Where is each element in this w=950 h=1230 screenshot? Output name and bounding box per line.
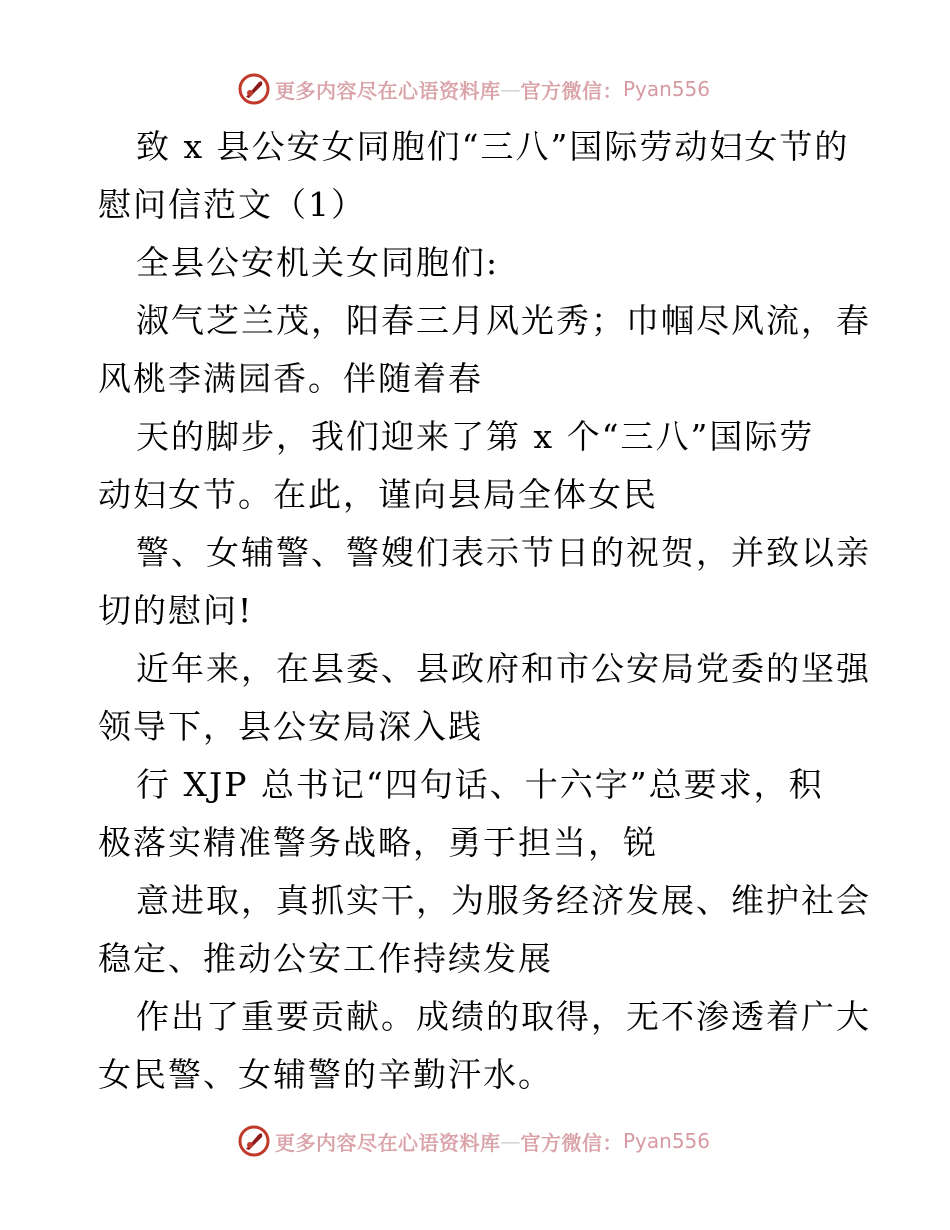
footer-watermark	[237, 1124, 710, 1158]
text-line: 切的慰问!	[98, 591, 254, 630]
watermark-account: Pyan556	[623, 1129, 711, 1153]
feather-logo-icon	[237, 72, 271, 106]
text-line: 近年来，在县委、县政府和市公安局党委的坚强	[136, 649, 871, 688]
text-line: 女民警、女辅警的辛勤汗水。	[98, 1055, 553, 1094]
watermark-account: Pyan556	[623, 77, 711, 101]
text-line: 动妇女节。在此，谨向县局全体女民	[98, 475, 658, 514]
watermark-brand: 更多内容尽在心语资料库	[275, 1130, 501, 1155]
watermark-separator: —	[500, 1129, 521, 1153]
text-line: 天的脚步，我们迎来了第 x 个“三八”国际劳	[136, 417, 815, 456]
text-line: 意进取，真抓实干，为服务经济发展、维护社会	[136, 881, 871, 920]
text-line: 稳定、推动公安工作持续发展	[98, 939, 553, 978]
text-line: 警、女辅警、警嫂们表示节日的祝贺，并致以亲	[136, 533, 871, 572]
feather-logo-icon	[237, 1124, 271, 1158]
text-line: 行 XJP 总书记“四句话、十六字”总要求，积	[136, 765, 824, 804]
text-line: 淑气芝兰茂，阳春三月风光秀；巾帼尽风流，春	[136, 301, 871, 340]
text-line: 风桃李满园香。伴随着春	[98, 359, 483, 398]
text-line: 作出了重要贡献。成绩的取得，无不渗透着广大	[136, 997, 871, 1036]
header-watermark	[237, 72, 710, 106]
title-line-2: 慰问信范文（1）	[98, 185, 366, 224]
watermark-brand: 更多内容尽在心语资料库	[275, 78, 501, 103]
document-body	[98, 118, 871, 1104]
watermark-official: 官方微信：	[520, 1130, 623, 1155]
text-line: 极落实精准警务战略，勇于担当，锐	[98, 823, 658, 862]
watermark-separator: —	[500, 77, 521, 101]
salutation: 全县公安机关女同胞们:	[136, 243, 500, 282]
text-line: 领导下，县公安局深入践	[98, 707, 483, 746]
watermark-official: 官方微信：	[520, 78, 623, 103]
title-line-1: 致 x 县公安女同胞们“三八”国际劳动妇女节的	[136, 127, 850, 166]
